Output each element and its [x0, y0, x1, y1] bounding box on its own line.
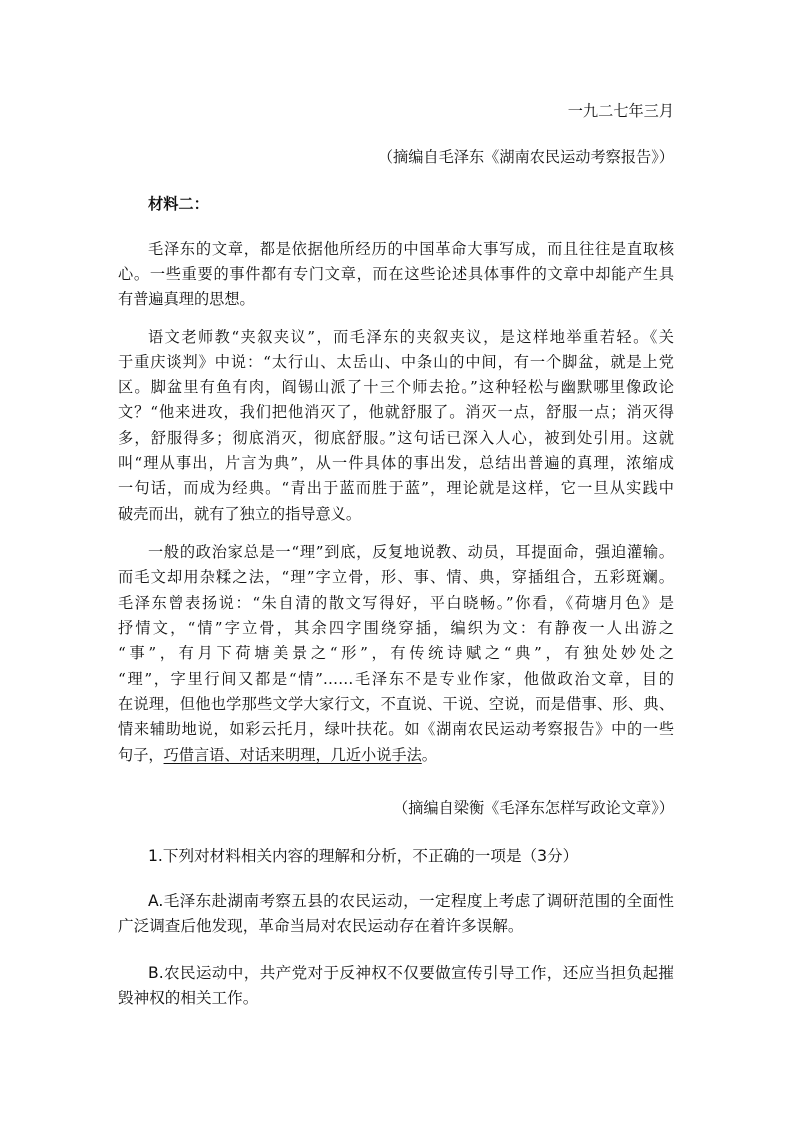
paragraph-line: 一句话，而成为经典。“青出于蓝而胜于蓝”，理论就是这样，它一旦从实践中 [118, 479, 674, 497]
paragraph-line: 情来辅助地说，如彩云托月，绿叶扶花。如《湖南农民运动考察报告》中的一些 [118, 720, 674, 738]
paragraph-line: 心。一些重要的事件都有专门文章，而在这些论述具体事件的文章中却能产生具 [118, 265, 674, 283]
source-citation-1: （摘编自毛泽东《湖南农民运动考察报告》） [377, 148, 674, 166]
paragraph-line: 文？“他来进攻，我们把他消灭了，他就舒服了。消灭一点，舒服一点；消灭得 [118, 403, 674, 421]
text-span: 句子， [118, 746, 164, 764]
paragraph-line: “事”，有月下荷塘美景之“形”，有传统诗赋之“典”，有独处妙处之 [118, 644, 674, 662]
paragraph-line: 而毛文却用杂糅之法，“理”字立骨，形、事、情、典，穿插组合，五彩斑斓。 [118, 568, 674, 586]
date-line: 一九二七年三月 [567, 102, 674, 120]
paragraph-line: 有普遍真理的思想。 [118, 290, 255, 308]
option-b-line: B.农民运动中，共产党对于反神权不仅要做宣传引导工作，还应当担负起摧 [148, 964, 674, 982]
paragraph-line: 毛泽东的文章，都是依据他所经历的中国革命大事写成，而且往往是直取核 [148, 240, 674, 258]
text-span: 。 [421, 746, 437, 764]
option-a-line: A.毛泽东赴湖南考察五县的农民运动，一定程度上考虑了调研范围的全面性 [148, 892, 674, 910]
paragraph-line: 区。脚盆里有鱼有肉，阎锡山派了十三个师去抢。”这种轻松与幽默哪里像政论 [118, 378, 674, 396]
paragraph-line: 多，舒服得多；彻底消灭，彻底舒服。”这句话已深入人心，被到处引用。这就 [118, 429, 674, 447]
paragraph-line: 一般的政治家总是一“理”到底，反复地说教、动员，耳提面命，强迫灌输。 [148, 543, 674, 561]
paragraph-line: “理”，字里行间又都是“情”……毛泽东不是专业作家，他做政治文章，目的 [118, 670, 674, 688]
paragraph-line: 在说理，但他也学那些文学大家行文，不直说、干说、空说，而是借事、形、典、 [118, 695, 674, 713]
question-stem: 1.下列对材料相关内容的理解和分析，不正确的一项是（3分） [148, 847, 579, 865]
paragraph-line: 语文老师教“夹叙夹议”，而毛泽东的夹叙夹议，是这样地举重若轻。《关 [148, 328, 674, 346]
paragraph-line: 于重庆谈判》中说：“太行山、太岳山、中条山的中间，有一个脚盆，就是上党 [118, 353, 674, 371]
paragraph-line: 叫“理从事出，片言为典”，从一件具体的事出发，总结出普遍的真理，浓缩成 [118, 454, 674, 472]
underlined-phrase: 巧借言语、对话来明理，几近小说手法 [163, 746, 422, 764]
paragraph-line: 毛泽东曾表扬说：“朱自清的散文写得好，平白晓畅。”你看，《荷塘月色》是 [118, 594, 674, 612]
source-citation-2: （摘编自梁衡《毛泽东怎样写政论文章》） [393, 799, 674, 817]
paragraph-line: 破壳而出，就有了独立的指导意义。 [118, 505, 361, 523]
paragraph-last-line [118, 745, 674, 765]
option-b-line: 毁神权的相关工作。 [118, 989, 259, 1007]
paragraph-line: 抒情文，“情”字立骨，其余四字围绕穿插，编织为文：有静夜一人出游之 [118, 619, 674, 637]
material-2-heading: 材料二： [148, 195, 209, 213]
option-a-line: 广泛调查后他发现，革命当局对农民运动存在着许多误解。 [118, 917, 524, 935]
